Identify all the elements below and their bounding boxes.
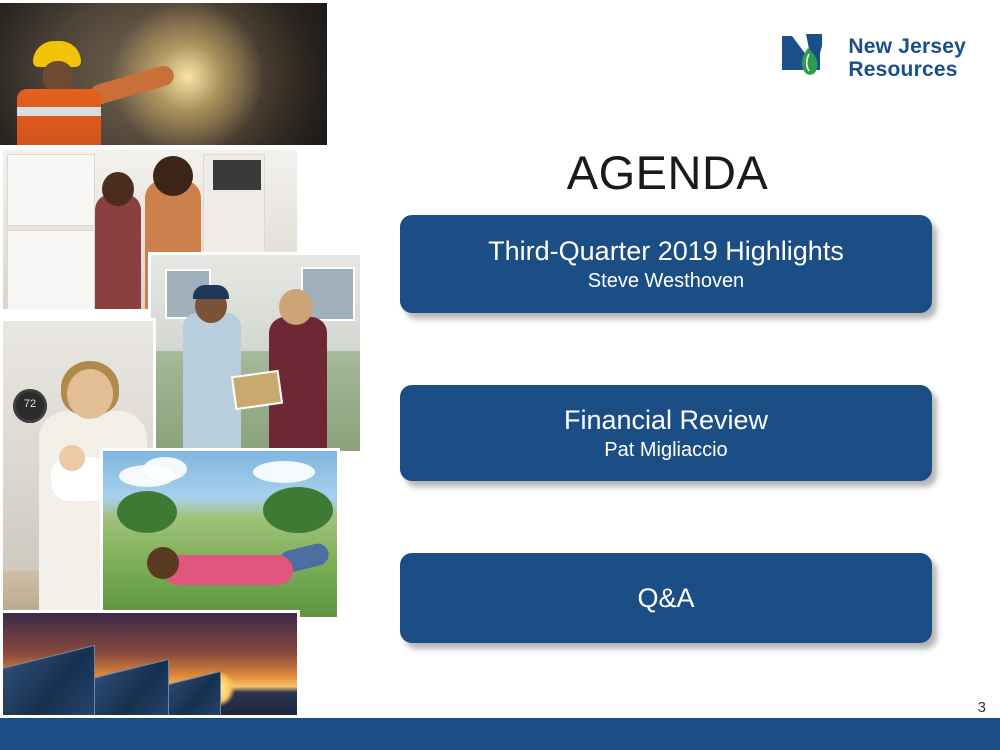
decorative-shape: [143, 457, 187, 481]
logo-line-1: New Jersey: [848, 35, 966, 58]
page-title: AGENDA: [566, 146, 769, 199]
logo-wordmark: [848, 35, 966, 81]
decorative-shape: [163, 555, 293, 585]
photo-technician-with-homeowner-image: [151, 255, 360, 451]
decorative-shape: [253, 461, 315, 483]
decorative-shape: [147, 547, 179, 579]
logo-line-2: Resources: [848, 58, 958, 81]
agenda-item-1-speaker: Steve Westhoven: [587, 269, 745, 292]
decorative-shape: [263, 487, 333, 533]
agenda-item-2-title: Financial Review: [563, 404, 769, 435]
decorative-shape: [88, 64, 176, 107]
decorative-shape: [153, 156, 193, 196]
decorative-shape: [67, 369, 113, 419]
agenda-item-2-speaker: Pat Migliaccio: [604, 438, 728, 461]
agenda-item-2[interactable]: [400, 385, 932, 481]
photo-child-on-lawn-image: [103, 451, 337, 617]
njr-logo-icon: [776, 26, 840, 90]
decorative-shape: [17, 89, 101, 148]
decorative-shape: [193, 285, 229, 299]
thermostat-icon: [13, 389, 47, 423]
photo-technician-with-homeowner: [148, 252, 363, 454]
decorative-shape: [117, 491, 177, 533]
decorative-shape: [87, 659, 169, 718]
decorative-shape: [102, 172, 134, 206]
agenda-item-3-title: Q&A: [637, 583, 695, 613]
photo-collage: [0, 0, 370, 720]
decorative-shape: [95, 194, 141, 312]
decorative-shape: [0, 645, 95, 718]
agenda-item-3[interactable]: [400, 553, 932, 643]
decorative-shape: [7, 230, 95, 312]
photo-child-on-lawn: [100, 448, 340, 620]
decorative-shape: [17, 107, 101, 116]
decorative-shape: [231, 370, 283, 410]
agenda-item-1-title: Third-Quarter 2019 Highlights: [488, 235, 844, 266]
decorative-shape: [279, 289, 313, 325]
decorative-shape: [59, 445, 85, 471]
photo-utility-worker-tunnel-image: [0, 3, 327, 145]
footer-bar: [0, 718, 1000, 750]
company-logo: [776, 26, 966, 90]
agenda-item-1[interactable]: [400, 215, 932, 313]
decorative-shape: [213, 160, 261, 190]
page-number: 3: [977, 699, 986, 716]
decorative-shape: [7, 154, 95, 226]
photo-utility-worker-tunnel: [0, 0, 330, 148]
photo-solar-panels-sunset-image: [3, 613, 297, 715]
photo-solar-panels-sunset: [0, 610, 300, 718]
